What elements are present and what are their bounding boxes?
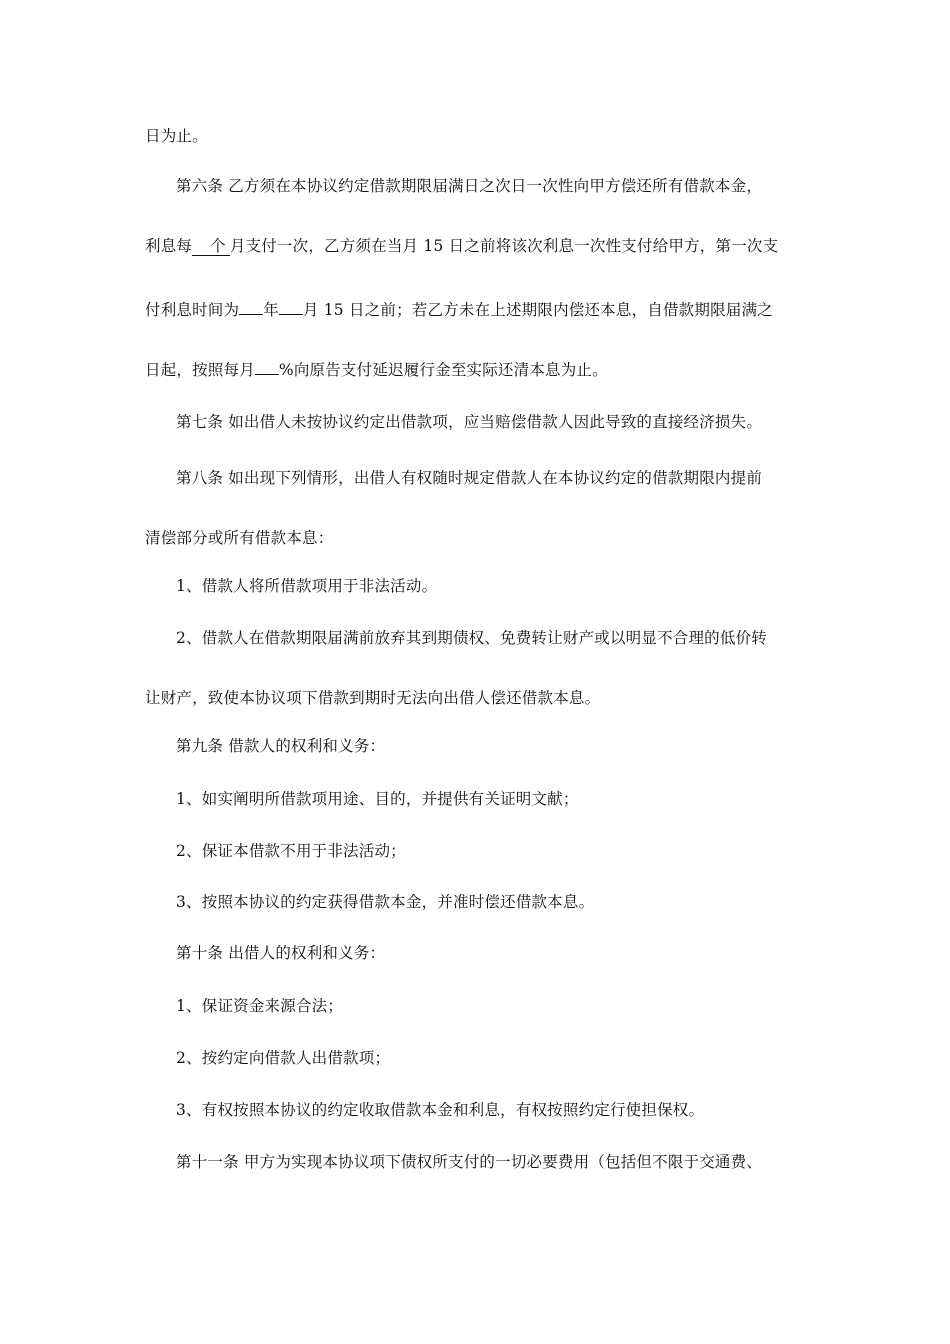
blank-year	[239, 296, 263, 315]
text-fragment: 日起，按照每月	[145, 361, 255, 379]
text-fragment: 年	[263, 301, 279, 319]
article-9-item-1: 1、如实阐明所借款项用途、目的，并提供有关证明文献；	[176, 790, 579, 808]
text-fragment: 付利息时间为	[145, 301, 240, 319]
article-7: 第七条 如出借人未按协议约定出借款项，应当赔偿借款人因此导致的直接经济损失。	[176, 413, 763, 431]
article-8-line-2: 清偿部分或所有借款本息：	[145, 529, 334, 547]
article-8-item-2-line-2: 让财产，致使本协议项下借款到期时无法向出借人偿还借款本息。	[145, 689, 601, 707]
article-9-item-3: 3、按照本协议的约定获得借款本金，并准时偿还借款本息。	[176, 893, 595, 911]
paragraph-line: 日为止。	[145, 127, 208, 145]
article-6-line-1: 第六条 乙方须在本协议约定借款期限届满日之次日一次性向甲方偿还所有借款本金，	[176, 177, 763, 195]
article-10-item-1: 1、保证资金来源合法；	[176, 997, 344, 1015]
article-9-heading: 第九条 借款人的权利和义务：	[176, 737, 386, 755]
article-10-item-2: 2、按约定向借款人出借款项；	[176, 1049, 391, 1067]
article-6-line-2	[145, 236, 778, 256]
text-fragment: 利息每	[145, 237, 193, 255]
text-fragment: %向原告支付延迟履行金至实际还清本息为止。	[278, 361, 608, 379]
article-10-item-3: 3、有权按照本协议的约定收取借款本金和利息，有权按照约定行使担保权。	[176, 1101, 705, 1119]
article-9-item-2: 2、保证本借款不用于非法活动；	[176, 842, 406, 860]
article-8-line-1: 第八条 如出现下列情形，出借人有权随时规定借款人在本协议约定的借款期限内提前	[176, 469, 763, 487]
text-fragment: 月 15 日之前；若乙方未在上述期限内偿还本息，自借款期限届满之	[302, 301, 773, 319]
blank-percent	[255, 356, 279, 375]
article-8-item-1: 1、借款人将所借款项用于非法活动。	[176, 577, 438, 595]
article-6-line-4	[145, 356, 608, 380]
blank-month	[279, 296, 303, 315]
article-11-line-1: 第十一条 甲方为实现本协议项下债权所支付的一切必要费用（包括但不限于交通费、	[176, 1153, 763, 1171]
blank-months: 个	[192, 237, 230, 256]
article-8-item-2-line-1: 2、借款人在借款期限届满前放弃其到期债权、免费转让财产或以明显不合理的低价转	[176, 629, 767, 647]
article-6-line-3	[145, 296, 773, 320]
text-fragment: 月支付一次，乙方须在当月 15 日之前将该次利息一次性支付给甲方，第一次支	[229, 237, 779, 255]
article-10-heading: 第十条 出借人的权利和义务：	[176, 944, 386, 962]
